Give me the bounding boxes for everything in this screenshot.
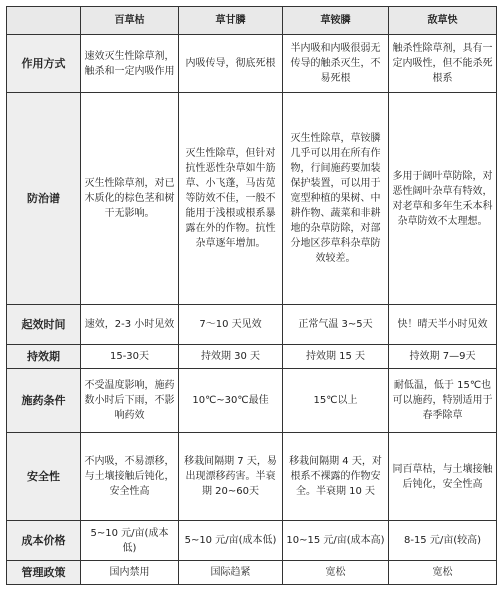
header-row (7, 7, 497, 35)
table-cell: 耐低温，低于 15℃也可以施药，特别适用于春季除草 (389, 369, 497, 433)
table-cell: 灭生性除草，草铵膦几乎可以用在所有作物，行间施药要加装保护装置，可以用于宽型种植的果树、中耕作物、蔬菜和非耕地的杂草防除，对部分地区莎草科杂草防效较差。 (283, 93, 389, 305)
row-label: 起效时间 (7, 305, 81, 345)
row-label: 持效期 (7, 345, 81, 369)
table-cell: 速效灭生性除草剂，触杀和一定内吸作用 (81, 35, 179, 93)
table-cell: 灭生性除草剂，对已木质化的棕色茎和树干无影响。 (81, 93, 179, 305)
row-label: 施药条件 (7, 369, 81, 433)
table-cell: 15-30天 (81, 345, 179, 369)
table-cell: 持效期 7—9天 (389, 345, 497, 369)
header-paraquat: 百草枯 (81, 7, 179, 35)
row-label: 作用方式 (7, 35, 81, 93)
row-onset-time (7, 305, 497, 345)
row-application-conditions (7, 369, 497, 433)
table-cell: 多用于阔叶草防除，对恶性阔叶杂草有特效，对老草和多年生禾本科杂草防效不太理想。 (389, 93, 497, 305)
table-cell: 15℃以上 (283, 369, 389, 433)
row-safety (7, 433, 497, 521)
header-diquat: 敌草快 (389, 7, 497, 35)
header-corner (7, 7, 81, 35)
table-cell: 宽松 (389, 561, 497, 585)
table-cell: 国内禁用 (81, 561, 179, 585)
herbicide-comparison-table (6, 6, 497, 585)
row-label: 成本价格 (7, 521, 81, 561)
table-cell: 10℃~30℃最佳 (179, 369, 283, 433)
row-label: 防治谱 (7, 93, 81, 305)
table-cell: 8-15 元/亩(较高) (389, 521, 497, 561)
table-cell: 移栽间隔期 7 天，易出现漂移药害。半衰期 20~60天 (179, 433, 283, 521)
table-cell: 不内吸，不易漂移，与土壤接触后钝化，安全性高 (81, 433, 179, 521)
table-cell: 5~10 元/亩(成本低) (179, 521, 283, 561)
header-glyphosate: 草甘膦 (179, 7, 283, 35)
row-mode-of-action (7, 35, 497, 93)
row-label: 安全性 (7, 433, 81, 521)
table-cell: 正常气温 3~5天 (283, 305, 389, 345)
table-cell: 持效期 30 天 (179, 345, 283, 369)
table-cell: 快！晴天半小时见效 (389, 305, 497, 345)
table-cell: 同百草枯，与土壤接触后钝化，安全性高 (389, 433, 497, 521)
table-cell: 宽松 (283, 561, 389, 585)
row-label: 管理政策 (7, 561, 81, 585)
table-cell: 7～10 天见效 (179, 305, 283, 345)
table-cell: 半内吸和内吸很弱无传导的触杀灭生，不易死根 (283, 35, 389, 93)
row-duration (7, 345, 497, 369)
row-cost (7, 521, 497, 561)
row-regulation (7, 561, 497, 585)
header-glufosinate: 草铵膦 (283, 7, 389, 35)
row-control-spectrum (7, 93, 497, 305)
table-cell: 5~10 元/亩(成本低) (81, 521, 179, 561)
table-cell: 触杀性除草剂，具有一定内吸性，但不能杀死根系 (389, 35, 497, 93)
table-cell: 不受温度影响，施药数小时后下雨，不影响药效 (81, 369, 179, 433)
table-cell: 10~15 元/亩(成本高) (283, 521, 389, 561)
table-cell: 持效期 15 天 (283, 345, 389, 369)
table-cell: 速效，2-3 小时见效 (81, 305, 179, 345)
table-cell: 国际趋紧 (179, 561, 283, 585)
table-cell: 内吸传导，彻底死根 (179, 35, 283, 93)
table-cell: 灭生性除草，但针对抗性恶性杂草如牛筋草、小飞蓬，马齿苋等防效不佳，一般不能用于浅根或根系暴露在外的作物。抗性杂草逐年增加。 (179, 93, 283, 305)
table-cell: 移栽间隔期 4 天，对根系不裸露的作物安全。半衰期 10 天 (283, 433, 389, 521)
